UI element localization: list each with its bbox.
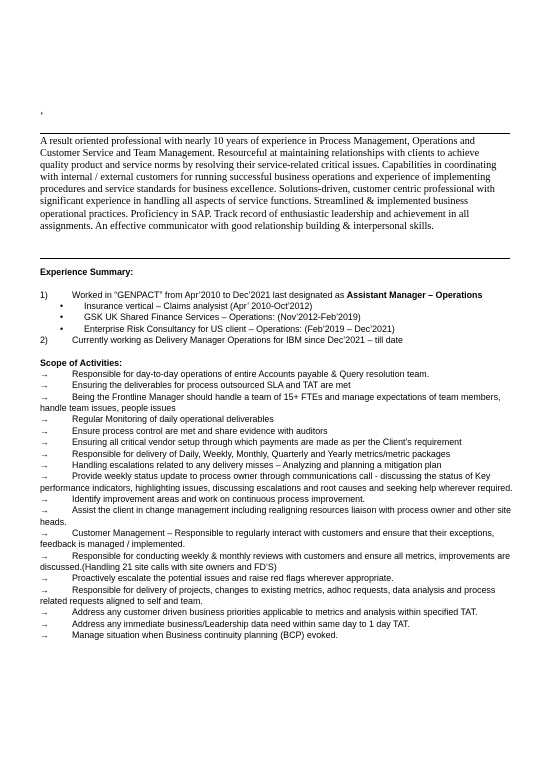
scope-item xyxy=(40,630,514,641)
experience-item-1 xyxy=(40,290,514,301)
scope-item xyxy=(40,369,514,380)
scope-item xyxy=(40,505,514,528)
scope-item xyxy=(40,551,514,574)
arrow-icon: → xyxy=(40,584,49,595)
scope-item-text: Responsible for conducting weekly & monthly reviews with customers and ensure all metrics, improvements are discussed.(Handling 21 site calls with site owners and FD’S) xyxy=(40,550,511,572)
scope-item xyxy=(40,528,514,551)
summary-top-rule xyxy=(40,133,510,134)
scope-item xyxy=(40,619,514,630)
scope-item xyxy=(40,449,514,460)
arrow-icon: → xyxy=(40,425,49,436)
scope-item-text: Ensuring the deliverables for process outsourced SLA and TAT are met xyxy=(72,380,351,391)
arrow-icon: → xyxy=(40,448,49,459)
bullet-icon: • xyxy=(60,301,64,312)
experience-heading: Experience Summary: xyxy=(40,267,134,277)
scope-item-text: Being the Frontline Manager should handle a team of 15+ FTEs and manage expectations of team members, handle team issues, people issues xyxy=(40,391,501,414)
scope-item xyxy=(40,573,514,584)
scope-item-text: Responsible for delivery of Daily, Weekly, Monthly, Quarterly and Yearly metrics/metric packages xyxy=(72,448,451,459)
bullet-icon: • xyxy=(60,323,64,334)
scope-item xyxy=(40,392,514,415)
arrow-icon: → xyxy=(40,459,49,470)
scope-item-text: Regular Monitoring of daily operational deliverables xyxy=(72,414,274,425)
experience-item-1-text: Worked in “GENPACT” from Apr’2010 to Dec’2021 last designated as xyxy=(72,289,347,300)
experience-item-2-number: 2) xyxy=(40,335,48,346)
top-mark: ‘ xyxy=(40,110,44,122)
scope-item-text: Assist the client in change management including realigning resources liaison with process owner and other site heads. xyxy=(40,505,512,527)
scope-item-text: Customer Management – Responsible to regularly interact with customers and ensure that their exceptions, feedback is managed / implemented. xyxy=(40,527,495,550)
arrow-icon: → xyxy=(40,471,49,482)
scope-item xyxy=(40,607,514,618)
scope-item-text: Proactively escalate the potential issues and raise red flags wherever appropriate. xyxy=(72,573,394,584)
scope-item-text: Identify improvement areas and work on continuous process improvement. xyxy=(72,493,366,504)
experience-bullet-item xyxy=(40,301,514,312)
experience-bullet-item xyxy=(40,312,514,323)
arrow-icon: → xyxy=(40,369,49,380)
experience-bullet-list xyxy=(40,301,514,335)
resume-content xyxy=(40,267,514,641)
scope-heading: Scope of Activities: xyxy=(40,357,123,368)
arrow-icon: → xyxy=(40,380,49,391)
scope-item-text: Handling escalations related to any delivery misses – Analyzing and planning a mitigation plan xyxy=(72,459,442,470)
scope-item xyxy=(40,437,514,448)
scope-item-text: Responsible for day-to-day operations of entire Accounts payable & Query resolution team. xyxy=(72,369,430,380)
scope-item xyxy=(40,494,514,505)
professional-summary: A result oriented professional with nearly 10 years of experience in Process Management, Operations and Customer Service and Team Management. Resourceful at maintaining relationships with clients to achieve quality product and service norms by resolving their service-related critical issues. Capabilities in coordinating with internal / external customers for running successful business operations and experience of implementing procedures and service standards for business excellence. Solutions-driven, customer centric professional with significant experience in handling all aspects of service functions. Streamlined & implemented business operational practices. Proficiency in SAP. Track record of enthusiastic leadership and achievement in all assignments. An effective communicator with good relationship building & interpersonal skills. xyxy=(40,136,497,232)
scope-item xyxy=(40,426,514,437)
experience-bullet-text: Insurance vertical – Claims analysist (Apr’ 2010-Oct’2012) xyxy=(84,301,313,312)
arrow-icon: → xyxy=(40,493,49,504)
arrow-icon: → xyxy=(40,505,49,516)
scope-item xyxy=(40,585,514,608)
arrow-icon: → xyxy=(40,414,49,425)
bullet-icon: • xyxy=(60,312,64,323)
scope-item-text: Responsible for delivery of projects, changes to existing metrics, adhoc requests, data analysis and process related requests aligned to self and team. xyxy=(40,584,496,606)
arrow-icon: → xyxy=(40,391,49,402)
scope-item xyxy=(40,414,514,425)
scope-item xyxy=(40,380,514,391)
arrow-icon: → xyxy=(40,437,49,448)
scope-item xyxy=(40,471,514,494)
arrow-icon: → xyxy=(40,607,49,618)
summary-bottom-rule xyxy=(40,258,510,259)
experience-bullet-item xyxy=(40,324,514,335)
arrow-icon: → xyxy=(40,573,49,584)
experience-item-1-designation: Assistant Manager – Operations xyxy=(346,289,483,300)
scope-list xyxy=(40,369,514,641)
scope-item-text: Manage situation when Business continuity planning (BCP) evoked. xyxy=(72,630,338,640)
experience-bullet-text: Enterprise Risk Consultancy for US client – Operations: (Feb’2019 – Dec’2021) xyxy=(84,323,395,334)
arrow-icon: → xyxy=(40,630,49,640)
experience-item-2 xyxy=(40,335,514,346)
arrow-icon: → xyxy=(40,550,49,561)
experience-item-2-text: Currently working as Delivery Manager Operations for IBM since Dec’2021 – till date xyxy=(72,335,403,346)
scope-item-text: Ensuring all critical vendor setup through which payments are made as per the Client’s requirement xyxy=(72,437,462,448)
scope-item-text: Address any customer driven business priorities applicable to metrics and analysis within specified TAT. xyxy=(72,607,478,618)
experience-bullet-text: GSK UK Shared Finance Services – Operations: (Nov’2012-Feb’2019) xyxy=(84,312,361,323)
scope-item xyxy=(40,460,514,471)
scope-item-text: Address any immediate business/Leadership data need within same day to 1 day TAT. xyxy=(72,618,410,629)
scope-item-text: Ensure process control are met and share evidence with auditors xyxy=(72,425,328,436)
scope-item-text: Provide weekly status update to process owner through communications call - discussing the status of Key performance indicators, highlighting issues, discussing escalations and root causes and seeking help wherever required. xyxy=(40,471,513,493)
experience-item-1-number: 1) xyxy=(40,289,48,300)
arrow-icon: → xyxy=(40,618,49,629)
arrow-icon: → xyxy=(40,527,49,538)
